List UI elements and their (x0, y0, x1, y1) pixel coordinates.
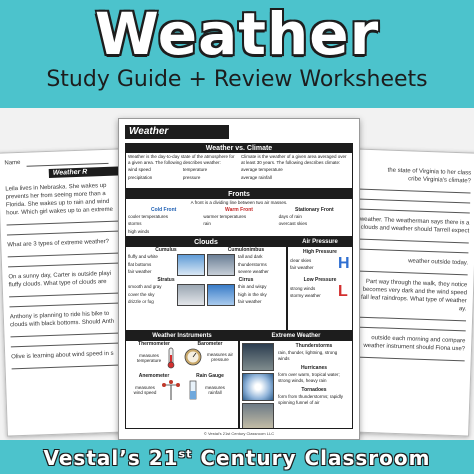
left-item: fluffy clouds. What type of clouds are (8, 278, 107, 289)
left-sheet-heading: Weather R (49, 166, 143, 178)
high-pressure-h-icon: H (338, 255, 350, 272)
instruments-title: Weather Instruments (126, 332, 238, 341)
climate-list-item: average temperature (241, 167, 283, 172)
brand-end: Century Classroom (192, 446, 431, 470)
right-item: weather. The weatherman says there is a (359, 216, 470, 227)
cumulus-item: fluffy and white (128, 254, 158, 259)
extreme-weather-box (239, 331, 353, 429)
page-subtitle: Study Guide + Review Worksheets (46, 67, 428, 92)
fronts-intro: A front is a dividing line between two air masses. (190, 200, 288, 205)
left-item: On a sunny day, Carter is outside playi (8, 270, 112, 281)
hurricanes-desc: form over warm, tropical water; strong winds, heavy rain (278, 372, 340, 383)
cold-front-item: storms (128, 221, 142, 226)
study-guide-heading: Weather (125, 125, 229, 139)
right-item: outside each morning and compare (371, 335, 466, 345)
low-pressure-item: stormy weather (290, 293, 321, 298)
stationary-front-item: overcast skies (278, 221, 308, 226)
right-item: Part way through the walk, they notice (365, 278, 468, 289)
brand-main: Vestal’s 21 (43, 446, 179, 470)
cirrus-photo (207, 284, 235, 306)
study-guide-sheet (118, 118, 360, 440)
left-item: Olive is learning about wind speed in s (11, 350, 114, 361)
cumulus-photo (177, 254, 205, 276)
thunderstorms-label: Thunderstorms (295, 343, 333, 349)
thunderstorm-photo (242, 343, 274, 371)
left-item: hour. Which girl wakes up to an extreme (6, 206, 113, 217)
cumulus-item: flat bottoms (128, 261, 152, 267)
weather-vs-climate-box (125, 143, 353, 189)
tornadoes-desc: form from thunderstorms; rapidly spinning funnel of air (278, 394, 344, 405)
tornado-photo (242, 403, 274, 429)
rain-gauge-desc: measures rainfall (205, 384, 225, 395)
stationary-front-label: Stationary Front (295, 206, 334, 213)
right-item: weather instrument should Fiona use? (363, 342, 466, 353)
low-pressure-item: strong winds (290, 285, 316, 291)
weather-list-item: temperature (182, 167, 208, 172)
name-label: Name (4, 159, 21, 167)
extreme-weather-title: Extreme Weather (240, 332, 352, 341)
left-item: Leila lives in Nebraska. She wakes up (5, 182, 107, 193)
right-item: fall leaf raindrops. What type of weather (360, 294, 467, 305)
cumulonimbus-item: severe weather (238, 269, 269, 274)
high-pressure-item: clear skies (290, 257, 312, 263)
cumulonimbus-label: Cumulonimbus (227, 247, 265, 253)
fronts-title: Fronts (126, 190, 352, 199)
cirrus-item: thin and wispy (238, 284, 267, 289)
cold-front-label: Cold Front (151, 206, 177, 213)
fronts-box (125, 189, 353, 237)
barometer-icon (183, 347, 203, 367)
brand-name (0, 446, 474, 470)
left-item: What are 3 types of extreme weather? (7, 238, 110, 249)
hurricane-photo (242, 373, 274, 401)
left-item: prevents her from seeing more than a (5, 190, 106, 201)
stratus-label: Stratus (157, 277, 175, 283)
rain-gauge-icon (188, 379, 198, 401)
high-pressure-item: fair weather (290, 265, 314, 270)
stratus-item: smooth and gray (128, 284, 162, 289)
right-item: cribe Virginia's climate? (408, 176, 472, 185)
clouds-title: Clouds (126, 238, 286, 247)
hurricanes-label: Hurricanes (300, 365, 328, 371)
high-pressure-label: High Pressure (303, 249, 337, 255)
cold-front-item: high winds (128, 228, 150, 234)
weather-list-item: wind speed (128, 167, 151, 172)
left-item: Florida. She wakes up to rain and wind (5, 198, 110, 209)
right-item: becomes very dark and the wind speed (362, 286, 468, 297)
weather-vs-climate-title: Weather vs. Climate (126, 144, 352, 153)
instruments-box (125, 331, 239, 429)
cumulus-label: Cumulus (155, 247, 177, 253)
barometer-label: Barometer (197, 341, 223, 347)
tornadoes-label: Tornadoes (301, 387, 327, 393)
climate-definition: Climate is the weather of a given area averaged over at least 30 years. The following describes climate: (241, 154, 347, 165)
air-pressure-box (287, 237, 353, 331)
stratus-item: cover the sky (128, 291, 155, 297)
low-pressure-l-icon: L (338, 283, 348, 300)
left-item: Anthony is planning to ride his bike to (9, 310, 110, 321)
weather-list-item: pressure (182, 174, 201, 180)
cumulonimbus-photo (207, 254, 235, 276)
stratus-photo (177, 284, 205, 306)
cirrus-item: fair weather (238, 299, 262, 304)
thermometer-desc: measures temperature (136, 352, 162, 363)
air-pressure-title: Air Pressure (288, 238, 352, 247)
cumulus-item: fair weather (128, 269, 152, 274)
right-item: the state of Virginia to her class (387, 167, 472, 177)
thermometer-label: Thermometer (138, 341, 170, 347)
right-item: weather outside today. (408, 258, 469, 267)
left-item: clouds with black bottoms. Should Anth (10, 318, 115, 329)
low-pressure-label: Low Pressure (303, 277, 337, 283)
cirrus-item: high in the sky (238, 291, 267, 297)
stratus-item: drizzle or fog (128, 299, 154, 304)
stationary-front-item: days of rain (278, 213, 302, 219)
weather-list-item: precipitation (128, 174, 153, 180)
barometer-desc: measures air pressure (206, 351, 233, 362)
anemometer-desc: measures wind speed (133, 384, 157, 395)
climate-list-item: average rainfall (241, 174, 272, 180)
thunderstorms-desc: rain, thunder, lightning, strong winds (278, 350, 338, 361)
clouds-box (125, 237, 287, 331)
right-item: ay. (458, 306, 467, 313)
warm-front-item: warmer temperatures (203, 213, 247, 219)
cirrus-label: Cirrus (238, 277, 254, 283)
anemometer-label: Anemometer (138, 373, 170, 379)
cumulonimbus-item: tall and dark (238, 254, 263, 259)
cold-front-item: cooler temperatures (128, 213, 169, 219)
weather-definition: Weather is the day-to-day state of the atmosphere for a given area. The following describes weather: (128, 154, 235, 165)
brand-sup: st (178, 447, 193, 461)
copyright-notice: © Vestal's 21st Century Classroom LLC (203, 431, 275, 436)
page-title: Weather (94, 0, 380, 68)
warm-front-item: rain (203, 221, 211, 226)
warm-front-label: Warm Front (225, 206, 253, 213)
right-item: clouds and weather should Tarrell expect (360, 224, 470, 235)
thermometer-icon (166, 347, 176, 369)
rain-gauge-label: Rain Gauge (196, 373, 224, 379)
cumulonimbus-item: thunderstorms (238, 261, 267, 267)
anemometer-icon (162, 379, 180, 401)
